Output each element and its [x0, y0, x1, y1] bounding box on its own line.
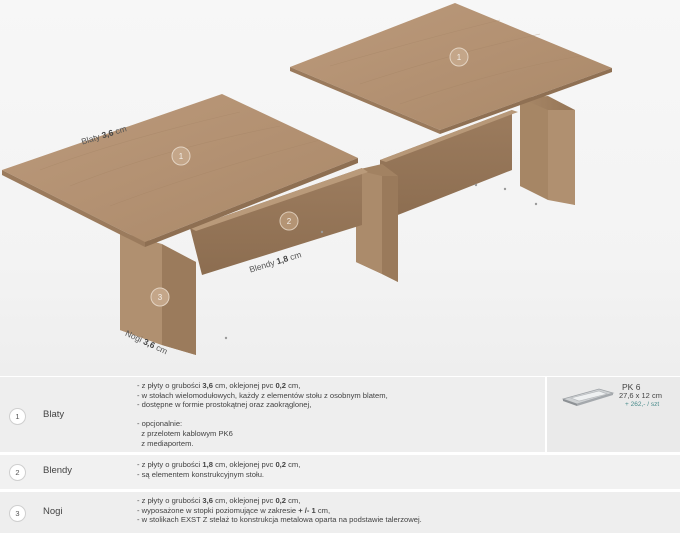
row-description: - z płyty o grubości 3,6 cm, oklejonej pvc 0,2 cm, - wyposażone w stopki poziomujące w zakresie + /- 1 cm, - w stolikach EXST Z stelaż to konstrukcja metalowa oparta na podstawie talerzowej.	[137, 496, 422, 525]
row-label: Blendy	[43, 465, 73, 476]
row-number: 3	[9, 505, 26, 522]
row-label: Nogi	[43, 506, 63, 517]
blend-thickness-label: Blendy 1,8 cm	[248, 249, 303, 275]
marker-blend	[280, 212, 298, 230]
product-price: + 262,- / szt	[625, 401, 660, 408]
cable-grommet-icon	[559, 385, 619, 409]
marker-text: 1	[456, 53, 462, 62]
marker-top-right	[450, 48, 468, 66]
product-pk6-card	[545, 377, 680, 452]
spec-row-blendy	[0, 455, 680, 489]
marker-text: 3	[157, 293, 163, 302]
product-name: PK 6	[622, 382, 641, 392]
leg-thickness-label: Nogi 3,6 cm	[123, 328, 170, 357]
row-description: - z płyty o grubości 1,8 cm, oklejonej pvc 0,2 cm, - są elementem konstrukcyjnym stołu.	[137, 460, 301, 479]
row-description: - z płyty o grubości 3,6 cm, oklejonej pvc 0,2 cm, - w stołach wielomodułowych, każdy z elementów stołu z osobnym blatem, - dostępne w formie prostokątnej oraz zaokrąglonej, - opcjonalnie: z przelotem kablowym PK6 z mediaportem.	[137, 381, 388, 448]
marker-text: 2	[286, 217, 292, 226]
product-dimensions: 27,6 x 12 cm	[619, 391, 662, 400]
row-number: 2	[9, 464, 26, 481]
spec-row-nogi	[0, 492, 680, 533]
marker-text: 1	[178, 152, 184, 161]
spec-row-blaty	[0, 377, 680, 452]
row-label: Blaty	[43, 409, 65, 420]
marker-leg	[151, 288, 169, 306]
row-number: 1	[9, 408, 26, 425]
marker-top-left	[172, 147, 190, 165]
top-thickness-label: Blaty 3,6 cm	[80, 123, 128, 147]
